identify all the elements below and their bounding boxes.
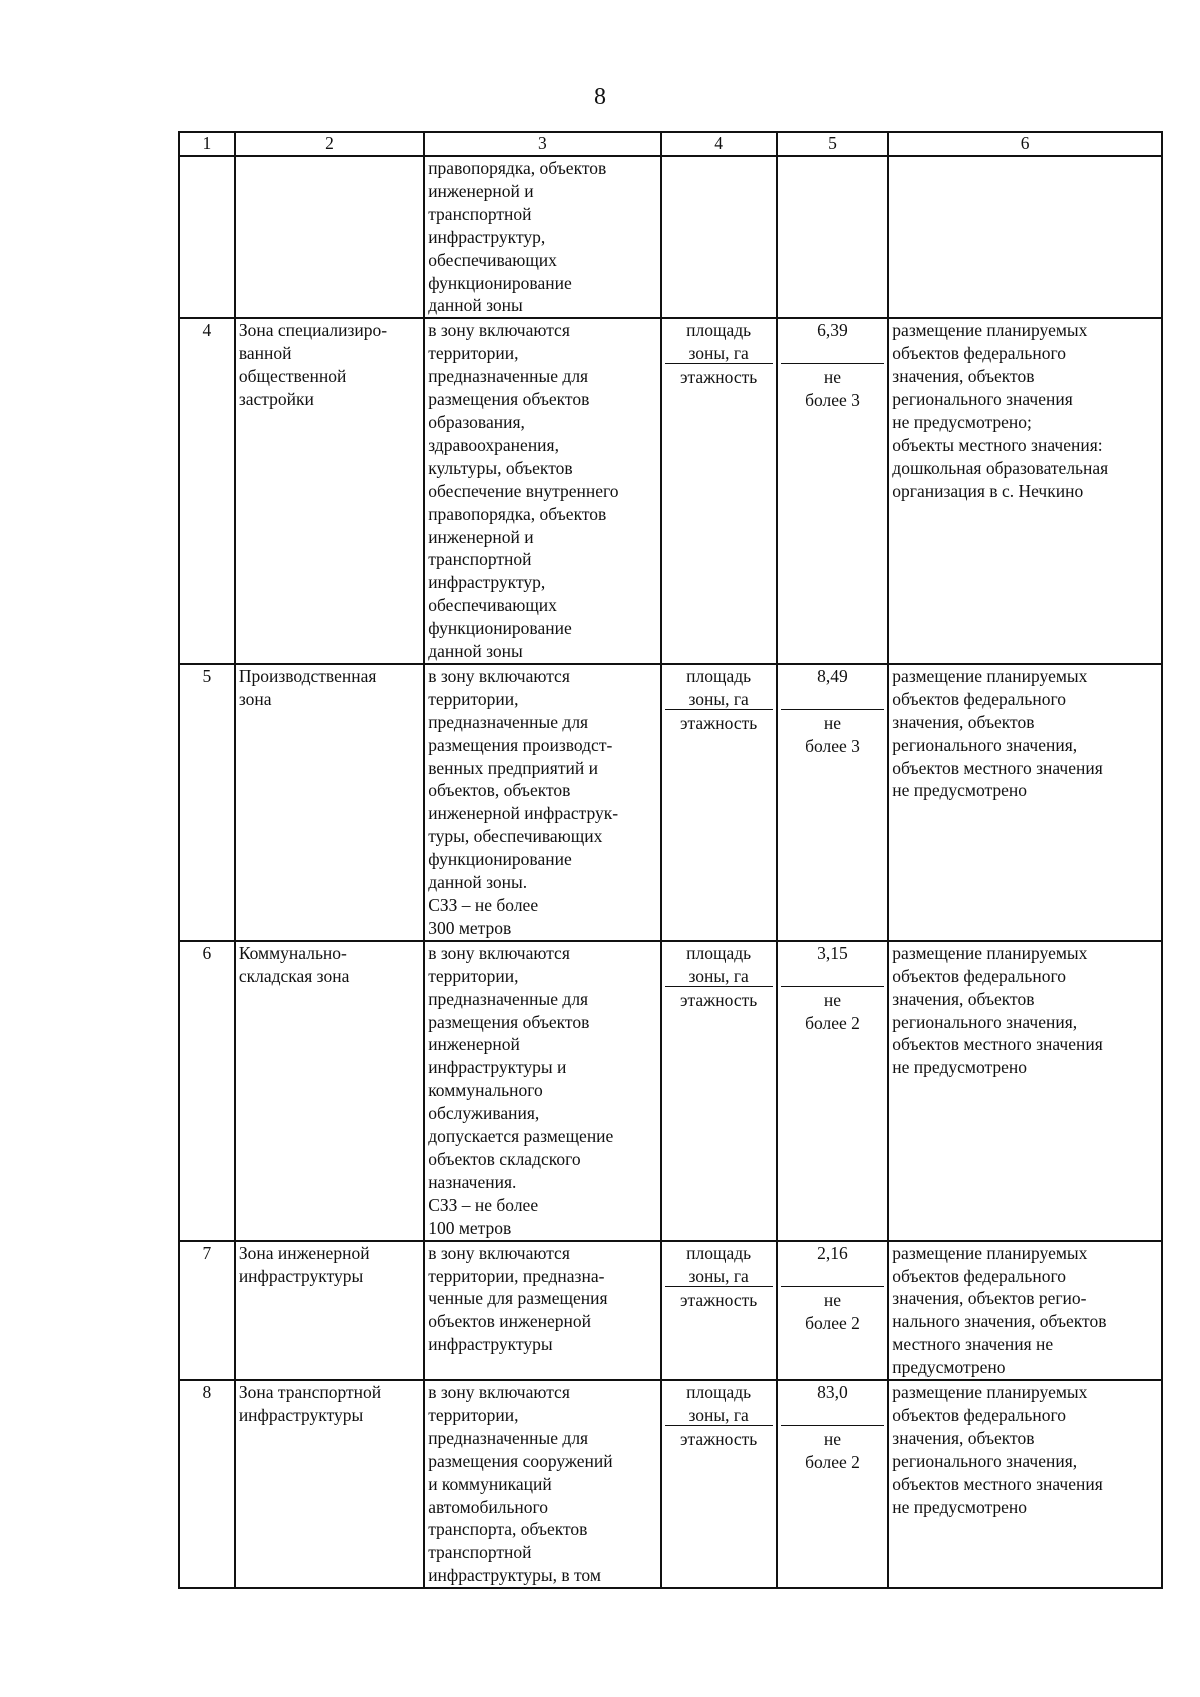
zone-description: в зону включаются территории, предназначенные для размещения производст- венных предприятий и объектов, объектов инженерной инфраструк- туры, обеспечивающих функционирование данной зоны. СЗЗ – не более 300 метров (424, 664, 660, 941)
zone-number: 8 (179, 1380, 235, 1588)
table-row (179, 318, 1162, 664)
header-cell: 5 (777, 132, 889, 156)
table-header-row (179, 132, 1162, 156)
param-cell (661, 664, 777, 941)
zone-name: Зона транспортной инфраструктуры (235, 1380, 424, 1588)
area-value: 2,16 (781, 1242, 885, 1287)
param-area-label: площадь зоны, га (665, 1381, 773, 1426)
header-cell: 3 (424, 132, 660, 156)
param-area-label: площадь зоны, га (665, 319, 773, 364)
param-floors-label: этажность (680, 367, 758, 388)
floors-value: не более 3 (805, 367, 860, 411)
zone-number: 4 (179, 318, 235, 664)
zone-objects: размещение планируемых объектов федерального значения, объектов регионального значения не предусмотрено; объекты местного значения: дошкольная образовательная организация в с. Нечкино (888, 318, 1162, 664)
area-value: 83,0 (781, 1381, 885, 1426)
area-value: 6,39 (781, 319, 885, 364)
table-row (179, 941, 1162, 1241)
param-floors-label: этажность (680, 989, 758, 1010)
zones-table (178, 131, 1163, 1589)
zone-name: Зона специализиро- ванной общественной застройки (235, 318, 424, 664)
zone-number: 6 (179, 941, 235, 1241)
value-cell (777, 318, 889, 664)
header-cell: 2 (235, 132, 424, 156)
param-cell (661, 941, 777, 1241)
param-cell (661, 156, 777, 318)
zone-number: 5 (179, 664, 235, 941)
area-value: 3,15 (781, 942, 885, 987)
floors-value: не более 2 (805, 1289, 860, 1333)
zone-description: в зону включаются территории, предназначенные для размещения объектов образования, здравоохранения, культуры, объектов обеспечение внутреннего правопорядка, объектов инженерной и транспортной инфраструктур, обеспечивающих функционирование данной зоны (424, 318, 660, 664)
param-cell (661, 318, 777, 664)
table-row (179, 1380, 1162, 1588)
zone-name: Производственная зона (235, 664, 424, 941)
param-cell (661, 1241, 777, 1380)
table-row-continuation (179, 156, 1162, 318)
zone-name: Зона инженерной инфраструктуры (235, 1241, 424, 1380)
zone-objects: размещение планируемых объектов федерального значения, объектов регионального значения, объектов местного значения не предусмотрено (888, 664, 1162, 941)
zone-description: в зону включаются территории, предназначенные для размещения сооружений и коммуникаций автомобильного транспорта, объектов транспортной инфраструктуры, в том (424, 1380, 660, 1588)
param-floors-label: этажность (680, 1289, 758, 1310)
param-area-label: площадь зоны, га (665, 942, 773, 987)
zone-number: 7 (179, 1241, 235, 1380)
value-cell (777, 941, 889, 1241)
objects-cell (888, 156, 1162, 318)
param-area-label: площадь зоны, га (665, 1242, 773, 1287)
table-row (179, 664, 1162, 941)
param-floors-label: этажность (680, 712, 758, 733)
zone-name: Коммунально- складская зона (235, 941, 424, 1241)
num-cell (179, 156, 235, 318)
page-number: 8 (594, 84, 606, 110)
zone-description: в зону включаются территории, предназна- ченные для размещения объектов инженерной инфраструктуры (424, 1241, 660, 1380)
floors-value: не более 3 (805, 712, 860, 756)
zone-description: в зону включаются территории, предназначенные для размещения объектов инженерной инфраструктуры и коммунального обслуживания, допускается размещение объектов складского назначения. СЗЗ – не более 100 метров (424, 941, 660, 1241)
zone-objects: размещение планируемых объектов федерального значения, объектов регионального значения, объектов местного значения не предусмотрено (888, 941, 1162, 1241)
floors-value: не более 2 (805, 989, 860, 1033)
table-row (179, 1241, 1162, 1380)
floors-value: не более 2 (805, 1429, 860, 1472)
value-cell (777, 664, 889, 941)
name-cell (235, 156, 424, 318)
param-cell (661, 1380, 777, 1588)
description-cell: правопорядка, объектов инженерной и транспортной инфраструктур, обеспечивающих функционирование данной зоны (424, 156, 660, 318)
value-cell (777, 156, 889, 318)
area-value: 8,49 (781, 665, 885, 710)
header-cell: 4 (661, 132, 777, 156)
value-cell (777, 1380, 889, 1588)
value-cell (777, 1241, 889, 1380)
header-cell: 1 (179, 132, 235, 156)
param-floors-label: этажность (680, 1429, 758, 1450)
header-cell: 6 (888, 132, 1162, 156)
zone-objects: размещение планируемых объектов федерального значения, объектов регионального значения, объектов местного значения не предусмотрено (888, 1380, 1162, 1588)
zone-objects: размещение планируемых объектов федерального значения, объектов регио- нального значения, объектов местного значения не предусмотрено (888, 1241, 1162, 1380)
param-area-label: площадь зоны, га (665, 665, 773, 710)
